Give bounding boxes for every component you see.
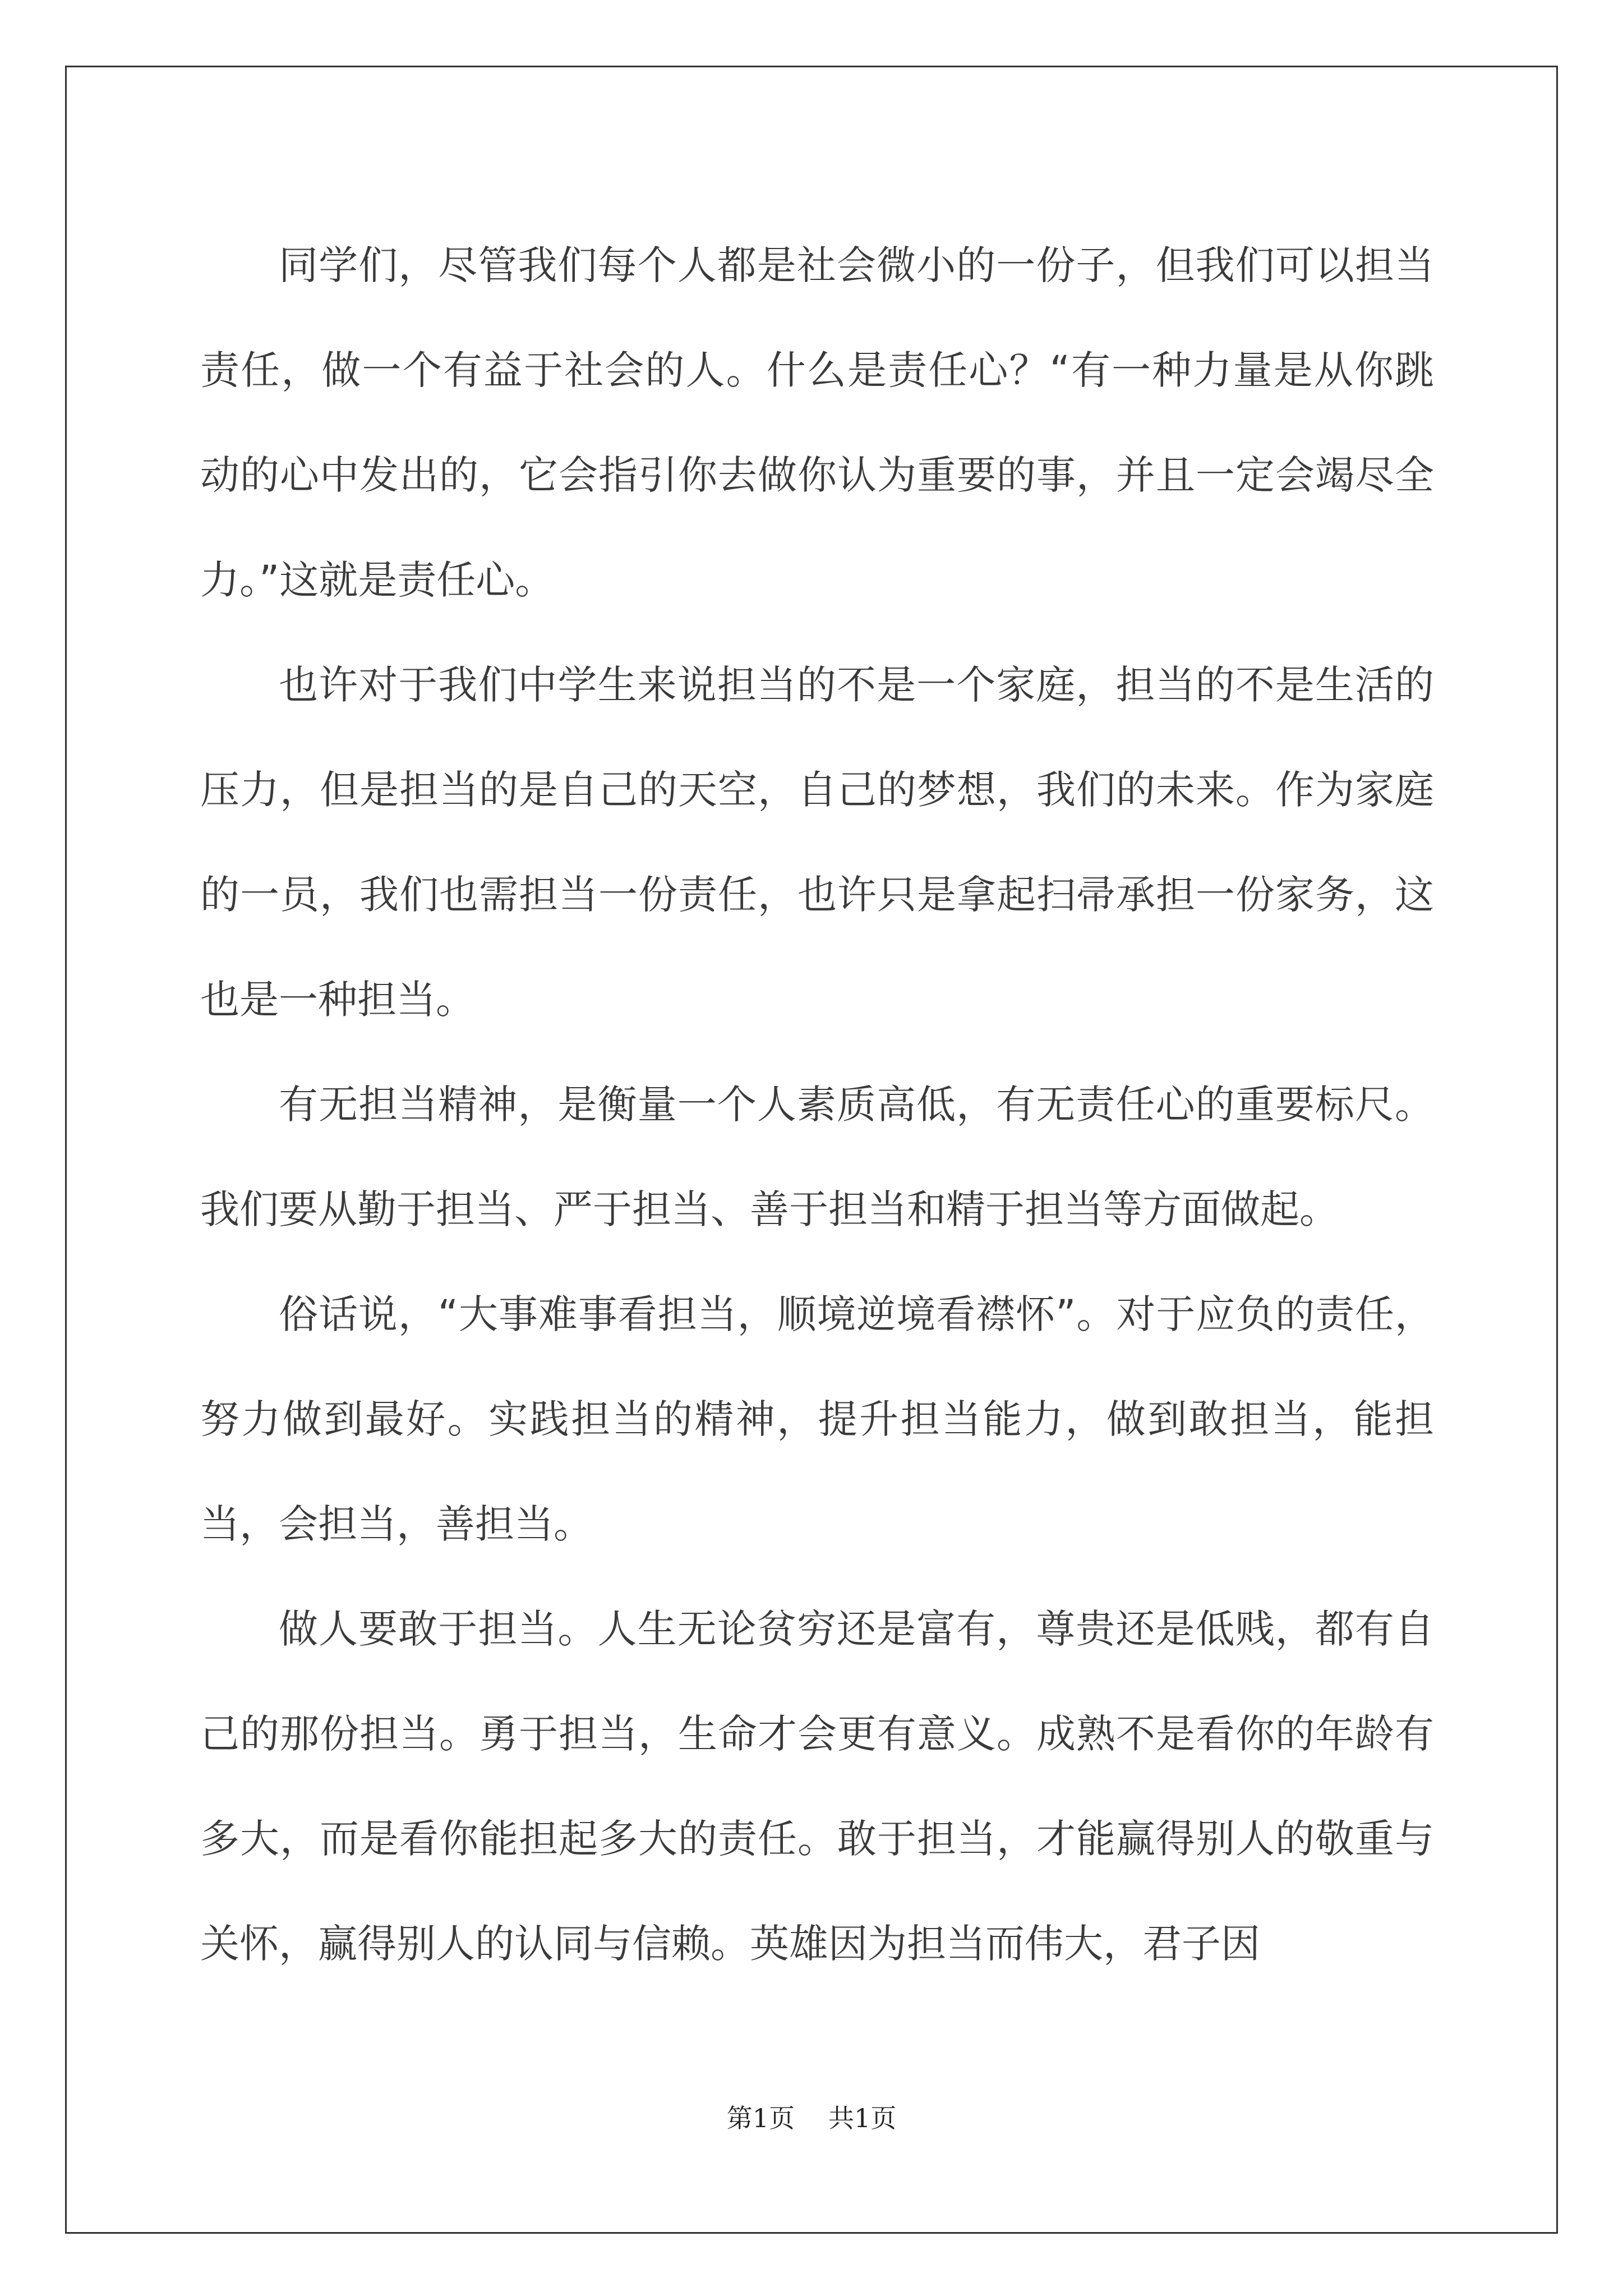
- paragraph: 俗话说，“大事难事看担当，顺境逆境看襟怀”。对于应负的责任，努力做到最好。实践担当的精神，提升担当能力，做到敢担当，能担当，会担当，善担当。: [200, 1291, 1434, 1547]
- page-number: 第1页: [726, 2103, 795, 2133]
- paragraph: 也许对于我们中学生来说担当的不是一个家庭，担当的不是生活的压力，但是担当的是自己的天空，自己的梦想，我们的未来。作为家庭的一员，我们也需担当一份责任，也许只是拿起扫帚承担一份家务，这也是一种担当。: [200, 662, 1434, 1023]
- document-body: [200, 213, 1434, 1996]
- paragraph: 做人要敢于担当。人生无论贫穷还是富有，尊贵还是低贱，都有自己的那份担当。勇于担当，生命才会更有意义。成熟不是看你的年龄有多大，而是看你能担起多大的责任。敢于担当，才能赢得别人的敬重与关怀，赢得别人的认同与信赖。英雄因为担当而伟大，君子因: [200, 1606, 1434, 1967]
- page-footer: [0, 2098, 1623, 2135]
- page-total: 共1页: [828, 2103, 897, 2133]
- paragraph: 有无担当精神，是衡量一个人素质高低，有无责任心的重要标尺。我们要从勤于担当、严于担当、善于担当和精于担当等方面做起。: [200, 1082, 1434, 1232]
- paragraph: 同学们，尽管我们每个人都是社会微小的一份子，但我们可以担当责任，做一个有益于社会的人。什么是责任心？“有一种力量是从你跳动的心中发出的，它会指引你去做你认为重要的事，并且一定会竭尽全力。”这就是责任心。: [200, 242, 1434, 603]
